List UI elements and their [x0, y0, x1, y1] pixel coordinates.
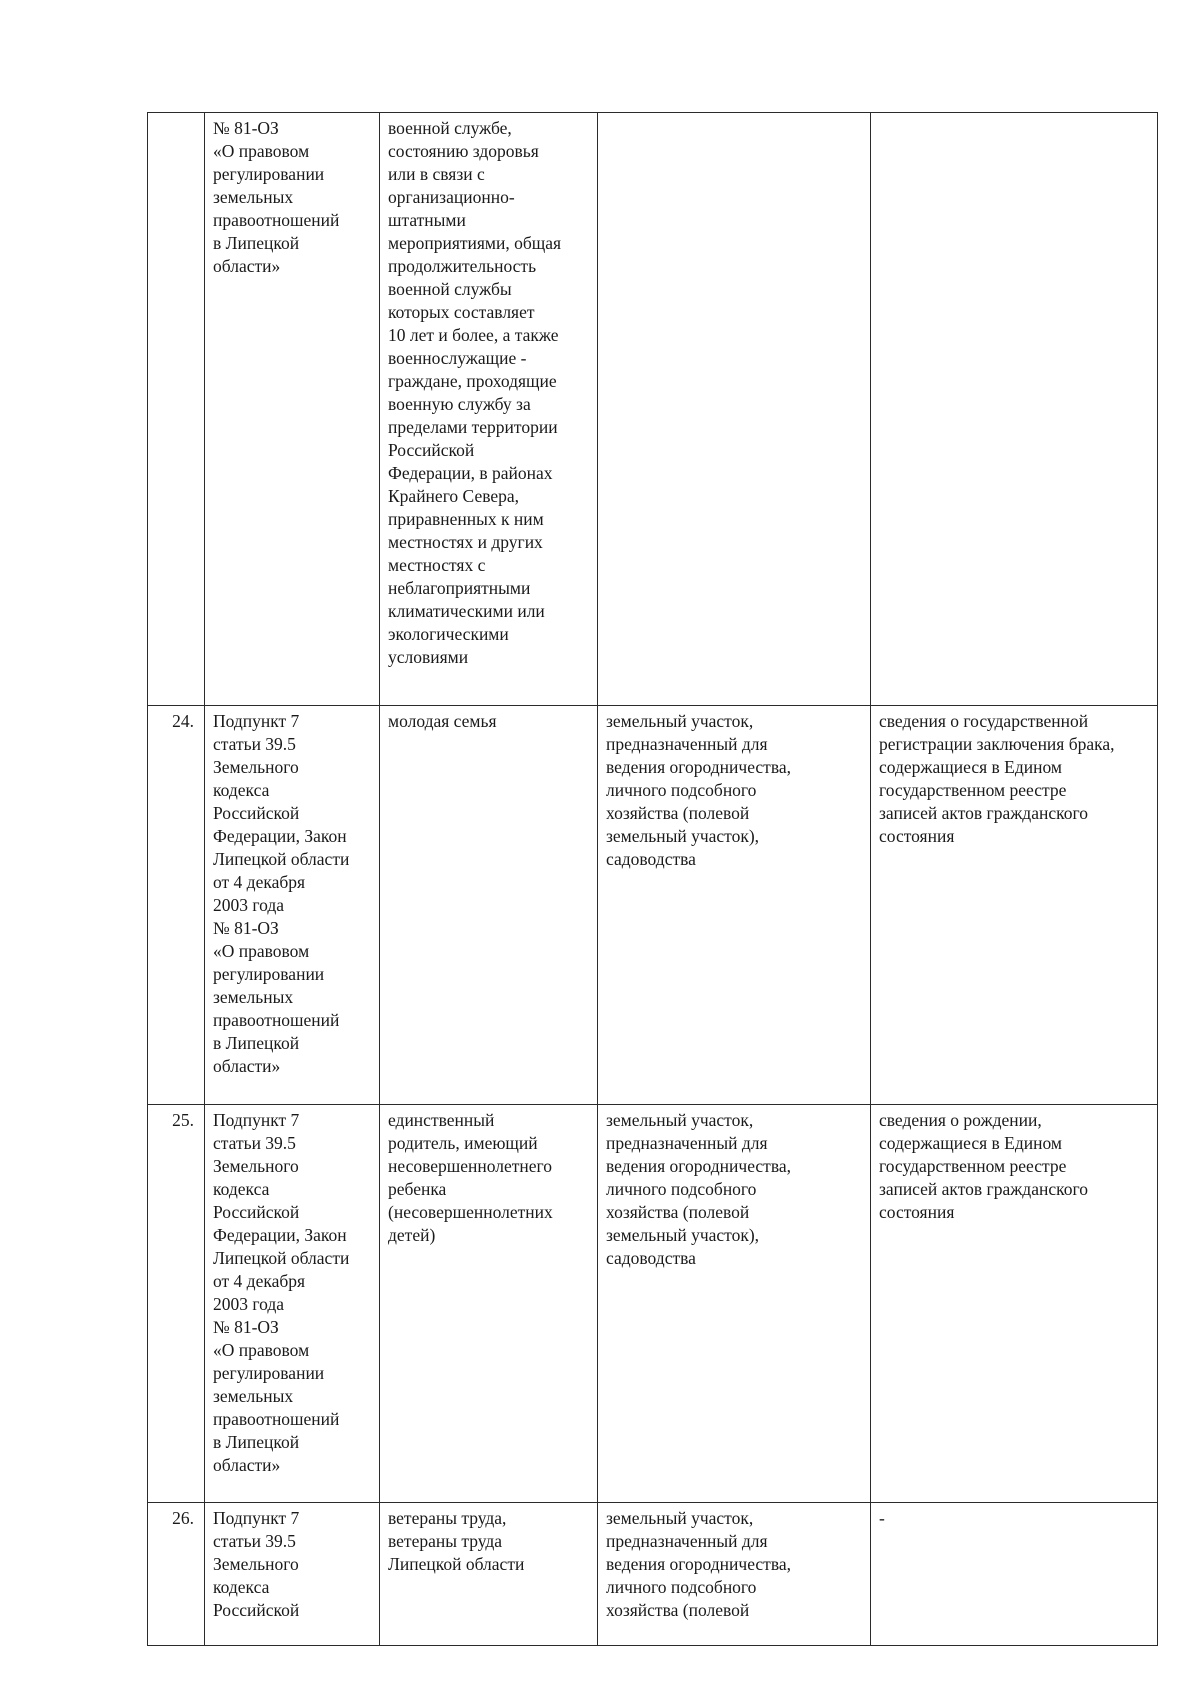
row-number-cell: 24. — [148, 706, 205, 1105]
documents-cell: сведения о государственной регистрации заключения брака, содержащиеся в Едином государственном реестре записей актов гражданского состояния — [871, 706, 1158, 1105]
legal-basis-cell: Подпункт 7 статьи 39.5 Земельного кодекса Российской — [205, 1503, 380, 1646]
land-allocation-table — [147, 112, 1158, 1646]
documents-cell: - — [871, 1503, 1158, 1646]
row-number-cell — [148, 113, 205, 706]
legal-basis-cell: Подпункт 7 статьи 39.5 Земельного кодекса Российской Федерации, Закон Липецкой области от 4 декабря 2003 года № 81-ОЗ «О правовом регулировании земельных правоотношений в Липецкой области» — [205, 1105, 380, 1503]
land-purpose-cell: земельный участок, предназначенный для ведения огородничества, личного подсобного хозяйства (полевой — [598, 1503, 871, 1646]
legal-basis-cell: Подпункт 7 статьи 39.5 Земельного кодекса Российской Федерации, Закон Липецкой области от 4 декабря 2003 года № 81-ОЗ «О правовом регулировании земельных правоотношений в Липецкой области» — [205, 706, 380, 1105]
land-purpose-cell: земельный участок, предназначенный для ведения огородничества, личного подсобного хозяйства (полевой земельный участок), садоводства — [598, 1105, 871, 1503]
citizen-category-cell: военной службе, состоянию здоровья или в связи с организационно- штатными мероприятиями, общая продолжительность военной службы которых составляет 10 лет и более, а также военнослужащие - граждане, проходящие военную службу за пределами территории Российской Федерации, в районах Крайнего Севера, приравненных к ним местностях и других местностях с неблагоприятными климатическими или экологическими условиями — [380, 113, 598, 706]
row-number-cell: 26. — [148, 1503, 205, 1646]
documents-cell: сведения о рождении, содержащиеся в Едином государственном реестре записей актов гражданского состояния — [871, 1105, 1158, 1503]
table-row-continuation — [148, 113, 1158, 706]
citizen-category-cell: молодая семья — [380, 706, 598, 1105]
land-purpose-cell: земельный участок, предназначенный для ведения огородничества, личного подсобного хозяйства (полевой земельный участок), садоводства — [598, 706, 871, 1105]
land-purpose-cell — [598, 113, 871, 706]
citizen-category-cell: ветераны труда, ветераны труда Липецкой области — [380, 1503, 598, 1646]
citizen-category-cell: единственный родитель, имеющий несовершеннолетнего ребенка (несовершеннолетних детей) — [380, 1105, 598, 1503]
table-row-26 — [148, 1503, 1158, 1646]
table-row-24 — [148, 706, 1158, 1105]
documents-cell — [871, 113, 1158, 706]
row-number-cell: 25. — [148, 1105, 205, 1503]
table-row-25 — [148, 1105, 1158, 1503]
legal-basis-cell: № 81-ОЗ «О правовом регулировании земельных правоотношений в Липецкой области» — [205, 113, 380, 706]
